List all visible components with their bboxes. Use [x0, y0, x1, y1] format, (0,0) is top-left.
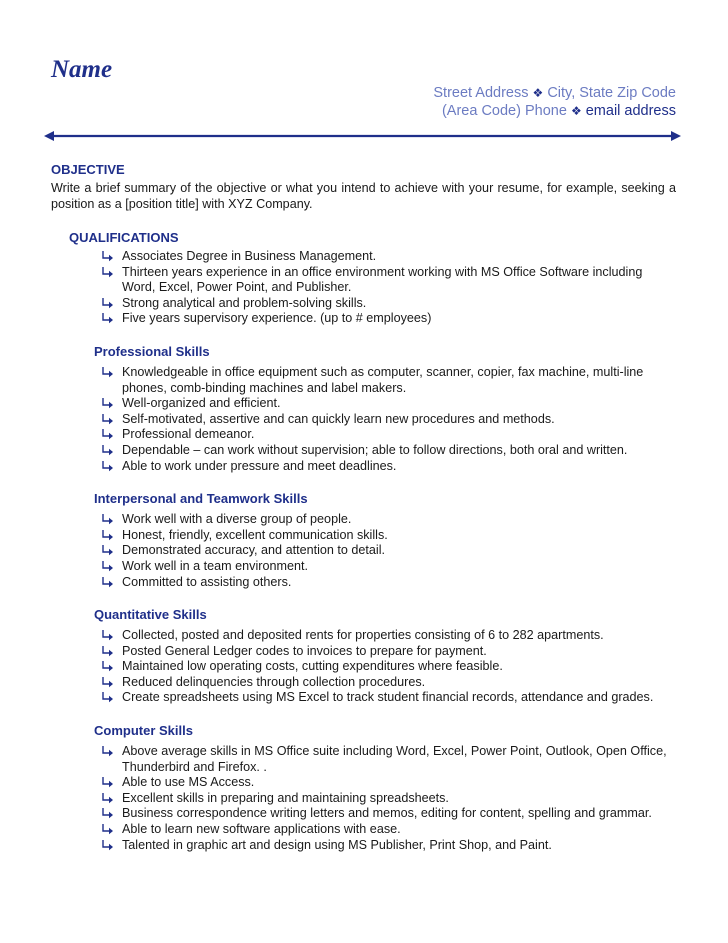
- list-item-text: Able to learn new software applications with ease.: [122, 822, 401, 837]
- hooked-arrow-bullet-icon: [100, 396, 114, 411]
- hooked-arrow-bullet-icon: [100, 644, 114, 659]
- list-item: [51, 427, 676, 443]
- contact-address-line: [433, 84, 676, 102]
- computer-skills-heading: Computer Skills: [94, 723, 193, 739]
- list-item: [51, 806, 676, 822]
- hooked-arrow-bullet-icon: [100, 559, 114, 574]
- list-item: [51, 690, 676, 706]
- professional-skills-list: [51, 365, 676, 474]
- hooked-arrow-bullet-icon: [100, 443, 114, 458]
- list-item-text: Above average skills in MS Office suite including Word, Excel, Power Point, Outlook, Open Office, Thunderbird and Firefox. .: [122, 744, 667, 774]
- diamond-separator-icon: ❖: [532, 86, 544, 100]
- hooked-arrow-bullet-icon: [100, 365, 114, 380]
- diamond-separator-icon: ❖: [570, 104, 582, 118]
- list-item-text: Excellent skills in preparing and maintaining spreadsheets.: [122, 790, 449, 805]
- list-item: [51, 265, 676, 296]
- computer-skills-list: [51, 744, 676, 853]
- hooked-arrow-bullet-icon: [100, 690, 114, 705]
- hooked-arrow-bullet-icon: [100, 412, 114, 427]
- interpersonal-skills-list: [51, 512, 676, 590]
- hooked-arrow-bullet-icon: [100, 265, 114, 280]
- list-item: [51, 775, 676, 791]
- list-item: [51, 628, 676, 644]
- list-item-text: Five years supervisory experience. (up to # employees): [122, 311, 432, 326]
- list-item: [51, 249, 676, 265]
- list-item-text: Work well with a diverse group of people.: [122, 512, 352, 527]
- hooked-arrow-bullet-icon: [100, 459, 114, 474]
- list-item: [51, 443, 676, 459]
- list-item-text: Strong analytical and problem-solving skills.: [122, 295, 367, 310]
- list-item: [51, 396, 676, 412]
- list-item-text: Maintained low operating costs, cutting expenditures where feasible.: [122, 659, 503, 674]
- list-item: [51, 311, 676, 327]
- list-item-text: Able to work under pressure and meet deadlines.: [122, 458, 397, 473]
- qualifications-heading: QUALIFICATIONS: [69, 230, 179, 245]
- hooked-arrow-bullet-icon: [100, 822, 114, 837]
- list-item: [51, 296, 676, 312]
- quantitative-skills-heading: Quantitative Skills: [94, 607, 207, 623]
- list-item: [51, 512, 676, 528]
- hooked-arrow-bullet-icon: [100, 296, 114, 311]
- list-item-text: Dependable – can work without supervision; able to follow directions, both oral and written.: [122, 442, 628, 457]
- list-item-text: Create spreadsheets using MS Excel to track student financial records, attendance and grades.: [122, 690, 654, 705]
- street-address: Street Address: [433, 85, 529, 101]
- list-item-text: Knowledgeable in office equipment such as computer, scanner, copier, fax machine, multi-line phones, comb-binding machines and label makers.: [122, 364, 644, 395]
- hooked-arrow-bullet-icon: [100, 543, 114, 558]
- list-item-text: Demonstrated accuracy, and attention to detail.: [122, 543, 385, 558]
- hooked-arrow-bullet-icon: [100, 775, 114, 790]
- hooked-arrow-bullet-icon: [100, 528, 114, 543]
- list-item: [51, 575, 676, 591]
- quantitative-skills-list: [51, 628, 676, 706]
- list-item: [51, 528, 676, 544]
- hooked-arrow-bullet-icon: [100, 628, 114, 643]
- list-item: [51, 365, 676, 396]
- list-item: [51, 822, 676, 838]
- list-item: [51, 838, 676, 854]
- resume-name: Name: [51, 56, 113, 83]
- list-item-text: Self-motivated, assertive and can quickly learn new procedures and methods.: [122, 411, 555, 426]
- list-item: [51, 744, 676, 775]
- hooked-arrow-bullet-icon: [100, 744, 114, 759]
- contact-block: [433, 84, 676, 120]
- objective-heading: OBJECTIVE: [51, 162, 125, 177]
- list-item-text: Reduced delinquencies through collection procedures.: [122, 674, 426, 689]
- double-arrow-rule-icon: [44, 129, 681, 143]
- list-item: [51, 543, 676, 559]
- list-item-text: Committed to assisting others.: [122, 574, 292, 589]
- hooked-arrow-bullet-icon: [100, 659, 114, 674]
- city-state-zip: City, State Zip Code: [547, 85, 676, 101]
- list-item-text: Professional demeanor.: [122, 427, 255, 442]
- professional-skills-heading: Professional Skills: [94, 343, 210, 359]
- interpersonal-skills-heading: Interpersonal and Teamwork Skills: [94, 491, 308, 507]
- hooked-arrow-bullet-icon: [100, 675, 114, 690]
- contact-phone-line: [433, 102, 676, 120]
- list-item-text: Posted General Ledger codes to invoices to prepare for payment.: [122, 643, 487, 658]
- list-item-text: Work well in a team environment.: [122, 558, 308, 573]
- list-item: [51, 559, 676, 575]
- list-item-text: Thirteen years experience in an office environment working with MS Office Software including Word, Excel, Power Point, and Publisher.: [122, 264, 643, 295]
- hooked-arrow-bullet-icon: [100, 311, 114, 326]
- list-item-text: Associates Degree in Business Management.: [122, 249, 377, 263]
- resume-body: [51, 162, 676, 853]
- hooked-arrow-bullet-icon: [100, 249, 114, 264]
- phone: (Area Code) Phone: [441, 103, 567, 119]
- hooked-arrow-bullet-icon: [100, 575, 114, 590]
- list-item: [51, 644, 676, 660]
- list-item: [51, 459, 676, 475]
- hooked-arrow-bullet-icon: [100, 806, 114, 821]
- hooked-arrow-bullet-icon: [100, 512, 114, 527]
- list-item-text: Business correspondence writing letters and memos, editing for content, spelling and grammar.: [122, 806, 652, 821]
- list-item-text: Collected, posted and deposited rents for properties consisting of 6 to 282 apartments.: [122, 628, 604, 643]
- list-item-text: Able to use MS Access.: [122, 775, 255, 790]
- hooked-arrow-bullet-icon: [100, 791, 114, 806]
- list-item: [51, 659, 676, 675]
- hooked-arrow-bullet-icon: [100, 838, 114, 853]
- objective-text: Write a brief summary of the objective or what you intend to achieve with your resume, for example, seeking a position as a [position title] with XYZ Company.: [51, 181, 676, 211]
- list-item: [51, 675, 676, 691]
- hooked-arrow-bullet-icon: [100, 427, 114, 442]
- qualifications-list: [51, 249, 676, 327]
- list-item: [51, 412, 676, 428]
- list-item-text: Honest, friendly, excellent communication skills.: [122, 527, 388, 542]
- email-address: email address: [585, 103, 676, 119]
- list-item-text: Well-organized and efficient.: [122, 396, 281, 411]
- list-item: [51, 791, 676, 807]
- list-item-text: Talented in graphic art and design using MS Publisher, Print Shop, and Paint.: [122, 837, 552, 852]
